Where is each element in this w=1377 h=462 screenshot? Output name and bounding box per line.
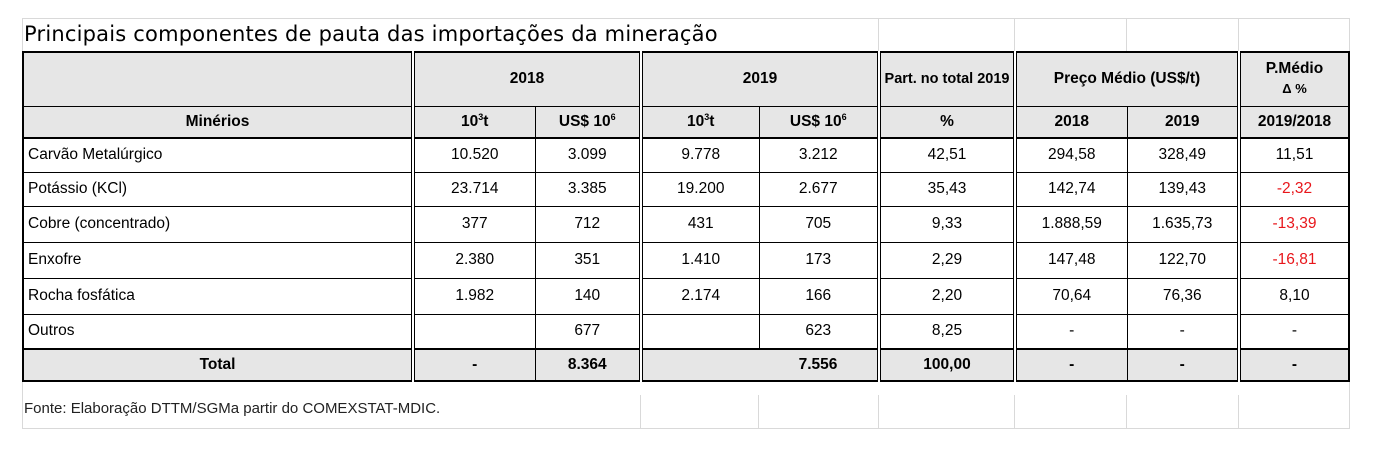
row-cell-p2018: 142,74 [1015, 172, 1127, 206]
header-2018: 2018 [413, 52, 641, 106]
header-p-medio [1239, 52, 1349, 106]
row-cell-t2019: 431 [641, 206, 759, 242]
total-label: Total [23, 349, 413, 381]
header-2019: 2019 [641, 52, 879, 106]
row-cell-part: 2,20 [879, 278, 1015, 314]
row-cell-t2019: 19.200 [641, 172, 759, 206]
row-cell-part: 2,29 [879, 242, 1015, 278]
total-t2018: - [413, 349, 535, 381]
row-cell-usd2018: 3.099 [535, 138, 641, 172]
header-preco-2018: 2018 [1015, 106, 1127, 138]
row-cell-p2018: 70,64 [1015, 278, 1127, 314]
row-cell-p2019: 76,36 [1127, 278, 1239, 314]
row-cell-usd2018: 677 [574, 322, 601, 340]
header-2018-t: $10^3t$ [413, 106, 535, 138]
row-cell-p2019: 1.635,73 [1127, 206, 1239, 242]
row-cell-p2018: 147,48 [1015, 242, 1127, 278]
total-usd2018: 8.364 [535, 349, 641, 381]
header-2019-usd: US$ $10^6$ [759, 106, 879, 138]
row-cell-usd2019: 3.212 [759, 138, 879, 172]
row-cell-p2019: - [1179, 322, 1185, 340]
row-cell-t2019: 9.778 [641, 138, 759, 172]
row-cell-usd2019: 623 [805, 322, 832, 340]
row-cell-p2018: - [1015, 314, 1127, 349]
p-medio-label: P.Médio [1265, 60, 1324, 78]
row-cell-usd2018: 3.385 [535, 172, 641, 206]
table-row [23, 206, 1349, 242]
table-row [23, 242, 1349, 278]
row-cell-t2018: 377 [413, 206, 535, 242]
row-cell-t2018: 1.982 [413, 278, 535, 314]
table-title: Principais componentes de pauta das importações da mineração [24, 22, 718, 46]
row-mineral-name: Carvão Metalúrgico [23, 138, 413, 172]
table-row [23, 278, 1349, 314]
header-2019-t: $10^3t$ [641, 106, 759, 138]
row-mineral-name: Potássio (KCl) [23, 172, 413, 206]
row-cell-delta: -16,81 [1239, 242, 1349, 278]
row-cell-t2019 [641, 314, 759, 349]
total-row [23, 349, 1349, 381]
row-cell-t2019: 1.410 [641, 242, 759, 278]
header-preco-2019: 2019 [1127, 106, 1239, 138]
row-cell-t2018: 2.380 [413, 242, 535, 278]
row-cell-usd2018: 140 [535, 278, 641, 314]
row-cell-usd2019: 705 [759, 206, 879, 242]
row-cell-usd2019: 173 [759, 242, 879, 278]
row-cell-delta: 11,51 [1239, 138, 1349, 172]
row-cell-p2019: 328,49 [1127, 138, 1239, 172]
total-part: 100,00 [879, 349, 1015, 381]
row-cell-part: 42,51 [879, 138, 1015, 172]
row-cell-part: 9,33 [879, 206, 1015, 242]
header-2018-usd: US$ $10^6$ [535, 106, 641, 138]
p-medio-delta: Δ % [1282, 81, 1307, 97]
row-cell-delta: -13,39 [1239, 206, 1349, 242]
header-part-total: Part. no total 2019 [879, 52, 1015, 106]
row-cell-delta: - [1239, 314, 1349, 349]
total-usd2019: 7.556 [759, 349, 879, 381]
row-mineral-name: Enxofre [23, 242, 413, 278]
row-cell-part: 35,43 [879, 172, 1015, 206]
row-mineral-name: Rocha fosfática [23, 278, 413, 314]
total-p2019: - [1127, 349, 1239, 381]
row-cell-usd2019: 166 [759, 278, 879, 314]
row-cell-delta: -2,32 [1239, 172, 1349, 206]
header-minerios: Minérios [23, 106, 413, 138]
row-cell-t2018: 23.714 [413, 172, 535, 206]
row-cell-delta: 8,10 [1239, 278, 1349, 314]
imports-table [22, 51, 1350, 382]
row-cell-t2018: 10.520 [413, 138, 535, 172]
total-delta: - [1239, 349, 1349, 381]
header-pct: % [879, 106, 1015, 138]
total-t2019 [641, 349, 759, 381]
row-cell-part: 8,25 [879, 314, 1015, 349]
row-cell-usd2018: 351 [535, 242, 641, 278]
row-cell-p2019: 139,43 [1127, 172, 1239, 206]
row-cell-usd2019: 2.677 [759, 172, 879, 206]
row-cell-p2018: 294,58 [1015, 138, 1127, 172]
header-row-units [23, 106, 1349, 138]
header-row-years [23, 52, 1349, 106]
table-row [23, 172, 1349, 206]
table-row [23, 138, 1349, 172]
row-cell-p2019: 122,70 [1127, 242, 1239, 278]
row-cell-usd2018: 712 [535, 206, 641, 242]
row-mineral-name: Cobre (concentrado) [23, 206, 413, 242]
total-p2018: - [1015, 349, 1127, 381]
header-preco-medio: Preço Médio (US$/t) [1015, 52, 1239, 106]
row-cell-p2018: 1.888,59 [1015, 206, 1127, 242]
row-mineral-name: Outros [23, 314, 413, 349]
row-cell-t2018 [413, 314, 535, 349]
table-row [23, 314, 1349, 349]
row-cell-t2019: 2.174 [641, 278, 759, 314]
source-note: Fonte: Elaboração DTTM/SGMa partir do COMEXSTAT-MDIC. [24, 400, 441, 417]
header-delta-period: 2019/2018 [1239, 106, 1349, 138]
